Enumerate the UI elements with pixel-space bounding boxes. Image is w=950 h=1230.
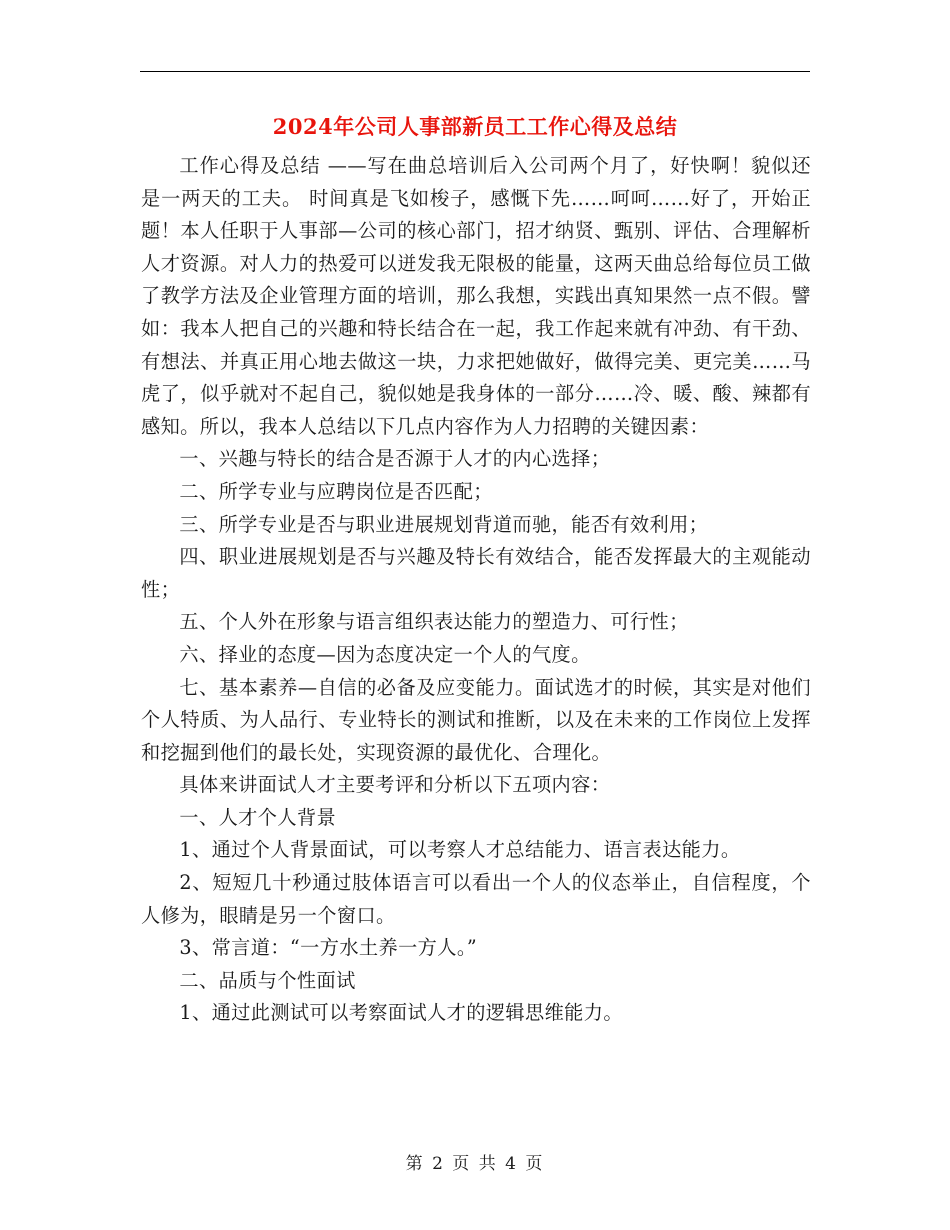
paragraph-factor-2: 二、所学专业与应聘岗位是否匹配； (179, 479, 493, 503)
paragraph-background-2: 2、短短几十秒通过肢体语言可以看出一个人的仪态举止，自信程度，个人修为，眼睛是另一个窗口。 (141, 871, 811, 927)
section-heading-quality: 二、品质与个性面试 (179, 968, 356, 992)
paragraph-factor-1: 一、兴趣与特长的结合是否源于人才的内心选择； (179, 447, 611, 471)
document-title: 2024年公司人事部新员工工作心得及总结 (272, 114, 678, 139)
paragraph-interview-intro: 具体来讲面试人才主要考评和分析以下五项内容： (179, 773, 611, 797)
document-body (141, 150, 811, 1030)
section-heading-background: 一、人才个人背景 (179, 805, 337, 829)
paragraph-intro: 工作心得及总结 ——写在曲总培训后入公司两个月了，好快啊！貌似还是一两天的工夫。 时间真是飞如梭子，感慨下先……呵呵……好了，开始正题！本人任职于人事部—公司的核心部门，招才纳贤、甄别、评估、合理解析人才资源。对人力的热爱可以迸发我无限极的能量，这两天曲总给每位员工做了教学方法及企业管理方面的培训，那么我想，实践出真知果然一点不假。譬如：我本人把自己的兴趣和特长结合在一起，我工作起来就有冲劲、有干劲、有想法、并真正用心地去做这一块，力求把她做好，做得完美、更完美……马虎了，似乎就对不起自己，貌似她是我身体的一部分……冷、暖、酸、辣都有感知。所以，我本人总结以下几点内容作为人力招聘的关键因素： (141, 154, 811, 438)
paragraph-factor-6: 六、择业的态度—因为态度决定一个人的气度。 (179, 642, 591, 666)
page-number-footer: 第 2 页 共 4 页 (405, 1154, 545, 1174)
paragraph-factor-3: 三、所学专业是否与职业进展规划背道而驰，能否有效利用； (179, 512, 709, 536)
paragraph-factor-7: 七、基本素养—自信的必备及应变能力。面试选才的时候，其实是对他们个人特质、为人品行、专业特长的测试和推断，以及在未来的工作岗位上发挥和挖掘到他们的最长处，实现资源的最优化、合理化。 (141, 675, 811, 764)
paragraph-quality-1: 1、通过此测试可以考察面试人才的逻辑思维能力。 (179, 1001, 623, 1025)
paragraph-background-1: 1、通过个人背景面试，可以考察人才总结能力、语言表达能力。 (179, 838, 741, 862)
paragraph-factor-4: 四、职业进展规划是否与兴趣及特长有效结合，能否发挥最大的主观能动性； (141, 545, 811, 601)
header-rule (140, 71, 810, 72)
paragraph-background-3: 3、常言道：“一方水土养一方人。” (179, 936, 478, 960)
paragraph-factor-5: 五、个人外在形象与语言组织表达能力的塑造力、可行性； (179, 610, 689, 634)
